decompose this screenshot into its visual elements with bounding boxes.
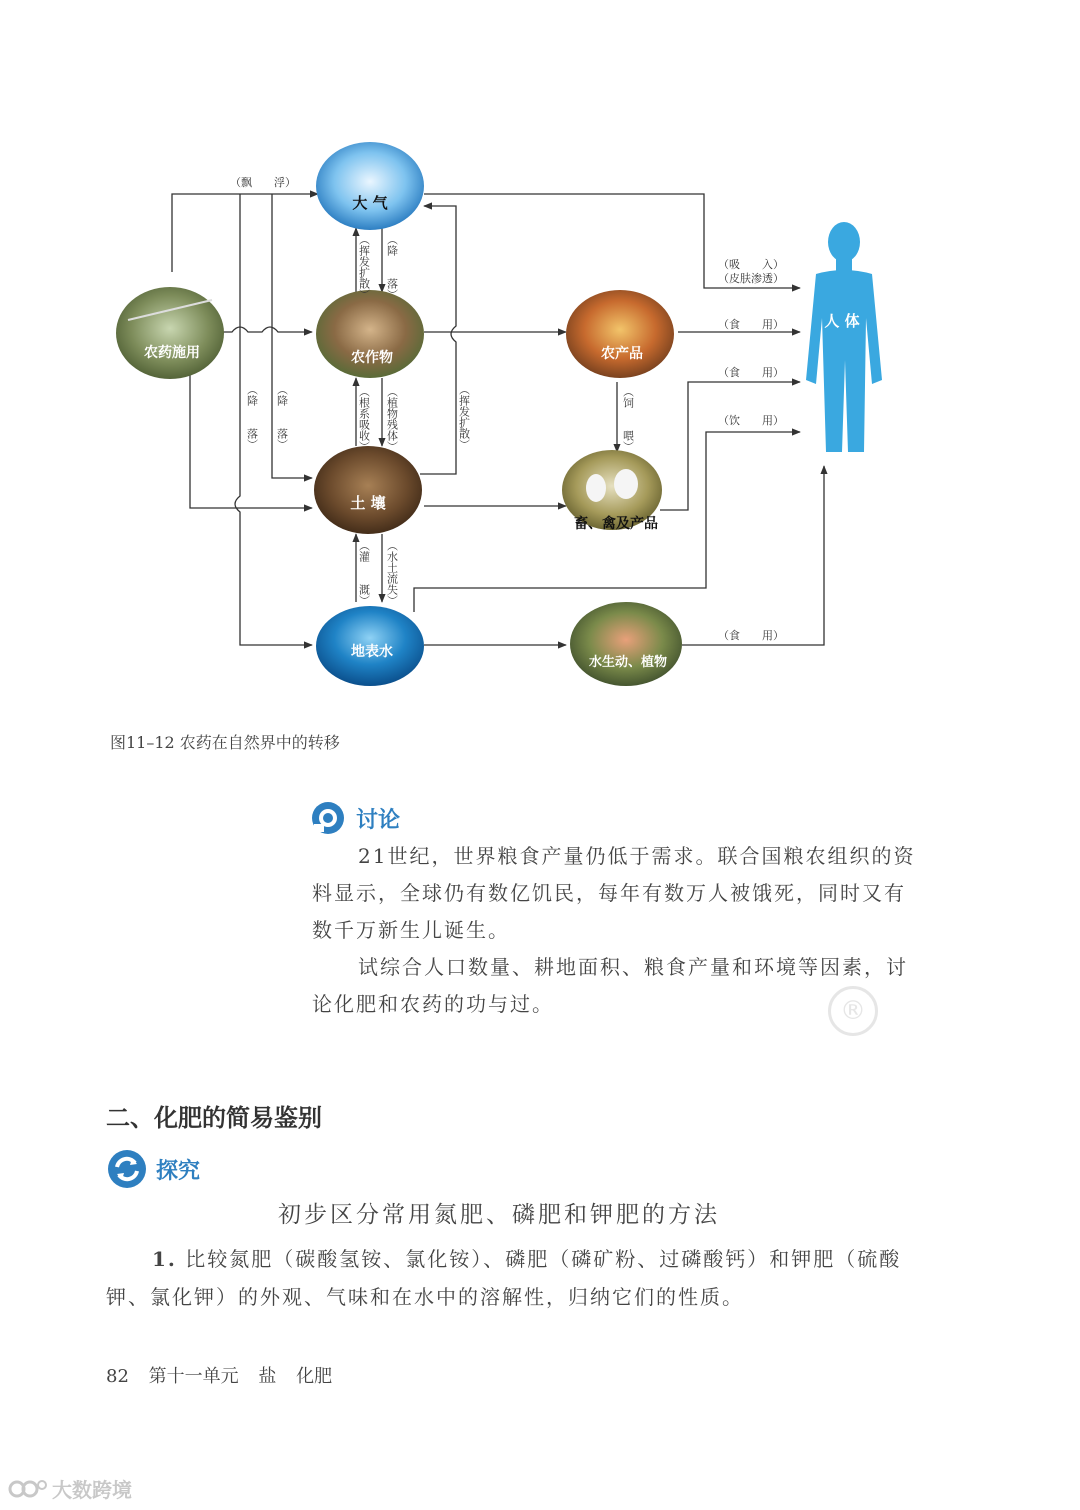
label-settle-left1: （降 落） — [245, 384, 259, 450]
footer-unit: 第十一单元 — [148, 1366, 239, 1387]
explore-item-1 — [106, 1240, 926, 1316]
discussion-paragraph-2: 试综合人口数量、耕地面积、粮食产量和环境等因素，讨论化肥和农药的功与过。 — [312, 955, 908, 1016]
node-soil — [314, 446, 422, 534]
node-crops — [316, 290, 424, 378]
footer-topic-2: 化肥 — [296, 1366, 333, 1387]
footer-topic-1: 盐 — [258, 1366, 277, 1387]
edge-aquatic-human — [682, 466, 824, 645]
node-farm-products-label: 农产品 — [601, 346, 643, 362]
node-crops-label: 农作物 — [351, 350, 393, 366]
discussion-title: 讨论 — [356, 807, 401, 833]
explore-title: 探究 — [156, 1158, 201, 1184]
label-eat3: （食 用） — [718, 629, 784, 642]
watermark-text: 大数跨境 — [52, 1478, 132, 1502]
label-volatilize-right: （挥发扩散） — [457, 384, 471, 450]
label-settle-left2: （降 落） — [275, 384, 289, 450]
watermark-logo-icon — [8, 1478, 48, 1500]
node-atmosphere — [316, 142, 424, 230]
pesticide-transfer-diagram — [0, 0, 1080, 720]
node-livestock — [562, 450, 662, 532]
label-plant-residue: （植物残体） — [385, 386, 399, 452]
explore-icon — [106, 1148, 148, 1190]
node-surface-water — [316, 606, 424, 686]
label-drift: （飘 浮） — [230, 176, 296, 189]
label-eat1: （食 用） — [718, 318, 784, 331]
page-number: 82 — [106, 1366, 129, 1387]
label-feed: （饲 喂） — [621, 386, 635, 452]
node-aquatic-label: 水生动、植物 — [588, 655, 668, 670]
explore-item-1-number: 1. — [152, 1247, 177, 1271]
human-label: 人 体 — [824, 312, 860, 330]
edge-soil-atmosphere — [420, 206, 456, 474]
registered-mark: ® — [828, 986, 878, 1036]
label-eat2: （食 用） — [718, 366, 784, 379]
section-title: 二、化肥的简易鉴别 — [106, 1104, 322, 1132]
human-figure — [806, 222, 882, 452]
node-pesticide-label: 农药施用 — [144, 345, 200, 361]
discussion-icon — [310, 800, 346, 836]
edge-pesticide-crops — [222, 327, 312, 332]
node-farm-products — [566, 290, 674, 378]
node-pesticide — [116, 287, 224, 379]
label-drink: （饮 用） — [718, 414, 784, 427]
discussion-body — [312, 838, 922, 1023]
explore-subtitle: 初步区分常用氮肥、磷肥和钾肥的方法 — [278, 1202, 720, 1228]
node-atmosphere-label: 大 气 — [352, 194, 388, 212]
label-skin: （皮肤渗透） — [718, 272, 784, 285]
figure-caption: 图11–12 农药在自然界中的转移 — [110, 733, 340, 752]
explore-item-1-text: 比较氮肥（碳酸氢铵、氯化铵）、磷肥（磷矿粉、过磷酸钙）和钾肥（硫酸钾、氯化钾）的外观、气味和在水中的溶解性，归纳它们的性质。 — [106, 1247, 902, 1309]
discussion-paragraph-1: 21世纪，世界粮食产量仍低于需求。联合国粮农组织的资料显示，全球仍有数亿饥民，每年有数万人被饿死，同时又有数千万新生儿诞生。 — [312, 844, 916, 942]
discussion-header — [310, 800, 400, 836]
node-soil-label: 土 壤 — [350, 494, 386, 512]
label-erosion: （水土流失） — [385, 540, 399, 606]
watermark — [8, 1474, 132, 1503]
edge-pesticide-atmosphere — [172, 194, 318, 272]
label-settle-down: （降 落） — [385, 234, 399, 300]
label-inhale: （吸 入） — [718, 258, 784, 271]
node-livestock-label: 畜、禽及产品 — [574, 516, 658, 532]
label-volatilize-up: （挥发扩散） — [357, 234, 371, 300]
page-footer — [106, 1362, 346, 1388]
explore-header — [106, 1148, 200, 1190]
node-surface-water-label: 地表水 — [351, 644, 393, 660]
label-irrigate: （灌 溉） — [357, 540, 371, 606]
node-aquatic — [570, 602, 682, 686]
label-root-absorb: （根系吸收） — [357, 386, 371, 452]
edge-livestock-human — [660, 382, 800, 510]
